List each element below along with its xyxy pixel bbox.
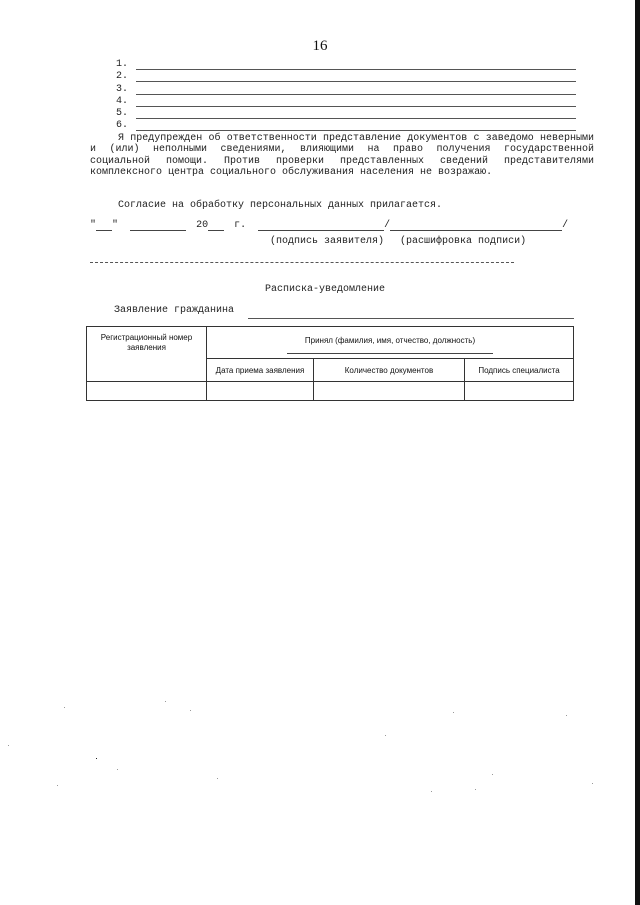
scan-speck	[96, 758, 97, 759]
blank-line	[136, 81, 576, 82]
scan-edge	[635, 0, 640, 905]
applicant-name-field[interactable]	[248, 318, 574, 319]
list-item-number: 6.	[116, 120, 129, 132]
receipt-title: Расписка-уведомление	[264, 284, 386, 295]
list-item-number: 5.	[116, 108, 129, 120]
applicant-signature-label: (подпись заявителя)	[270, 236, 385, 247]
signature-decoding-field[interactable]	[390, 220, 562, 231]
year-field[interactable]	[208, 220, 224, 231]
list-item	[116, 96, 576, 108]
table-row	[87, 382, 574, 401]
signature-decoding-label: (расшифровка подписи)	[400, 236, 527, 247]
blank-line	[136, 106, 576, 107]
scan-speck	[165, 701, 166, 702]
header-date-received: Дата приема заявления	[207, 359, 314, 382]
day-field[interactable]	[96, 220, 112, 231]
month-field[interactable]	[130, 220, 186, 231]
slash: /	[562, 220, 569, 231]
date-signature-row	[90, 220, 580, 234]
list-item	[116, 71, 576, 83]
applicant-signature-field[interactable]	[258, 220, 384, 231]
signature-labels	[270, 236, 526, 247]
declaration-text: Я предупрежден об ответственности представление документов с заведомо неверными и (или) неполными сведениями, влияющими на право получения государственной социальной помощи. Против проверки представленных сведений представителями комплексного центра социального обслуживания населения не возражаю.	[90, 133, 594, 179]
slash: /	[384, 220, 391, 231]
scan-speck	[431, 791, 432, 792]
declaration-paragraph	[90, 133, 594, 179]
list-item-number: 4.	[116, 95, 129, 107]
scan-speck	[492, 774, 493, 775]
cell-document-count[interactable]	[314, 382, 465, 401]
scan-speck	[475, 789, 476, 790]
blank-line	[136, 118, 576, 119]
accepted-by-field[interactable]	[287, 353, 493, 354]
year-suffix: г.	[234, 220, 247, 231]
header-document-count: Количество документов	[314, 359, 465, 382]
blank-line	[136, 69, 576, 70]
cell-date-received[interactable]	[207, 382, 314, 401]
scan-speck	[117, 769, 118, 770]
scan-speck	[453, 712, 454, 713]
applicant-label: Заявление гражданина	[114, 305, 235, 316]
blank-line	[136, 130, 576, 131]
header-reg-number: Регистрационный номер заявления	[87, 327, 207, 382]
list-item-number: 3.	[116, 83, 129, 95]
list-item	[116, 84, 576, 96]
scan-speck	[190, 710, 191, 711]
header-specialist-signature: Подпись специалиста	[465, 359, 574, 382]
quote-close: "	[112, 220, 119, 231]
scan-speck	[8, 745, 9, 746]
scan-speck	[592, 783, 593, 784]
list-item-number: 2.	[116, 71, 129, 83]
page-number: 16	[312, 38, 328, 54]
list-item	[116, 59, 576, 71]
scan-speck	[385, 735, 386, 736]
list-item-number: 1.	[116, 59, 129, 70]
scan-speck	[217, 778, 218, 779]
header-accepted-by: Принял (фамилия, имя, отчество, должность)	[207, 327, 574, 359]
cell-specialist-signature[interactable]	[465, 382, 574, 401]
list-item	[116, 108, 576, 120]
scan-speck	[57, 785, 58, 786]
document-list	[116, 59, 576, 133]
year-prefix: 20	[196, 220, 209, 231]
receipt-table	[86, 326, 574, 401]
list-item	[116, 120, 576, 132]
blank-line	[136, 94, 576, 95]
cut-line-divider	[90, 262, 514, 263]
scan-speck	[566, 715, 567, 716]
scan-speck	[64, 707, 65, 708]
quote-open: "	[90, 220, 97, 231]
consent-text: Согласие на обработку персональных данных прилагается.	[118, 200, 443, 211]
cell-reg-number[interactable]	[87, 382, 207, 401]
